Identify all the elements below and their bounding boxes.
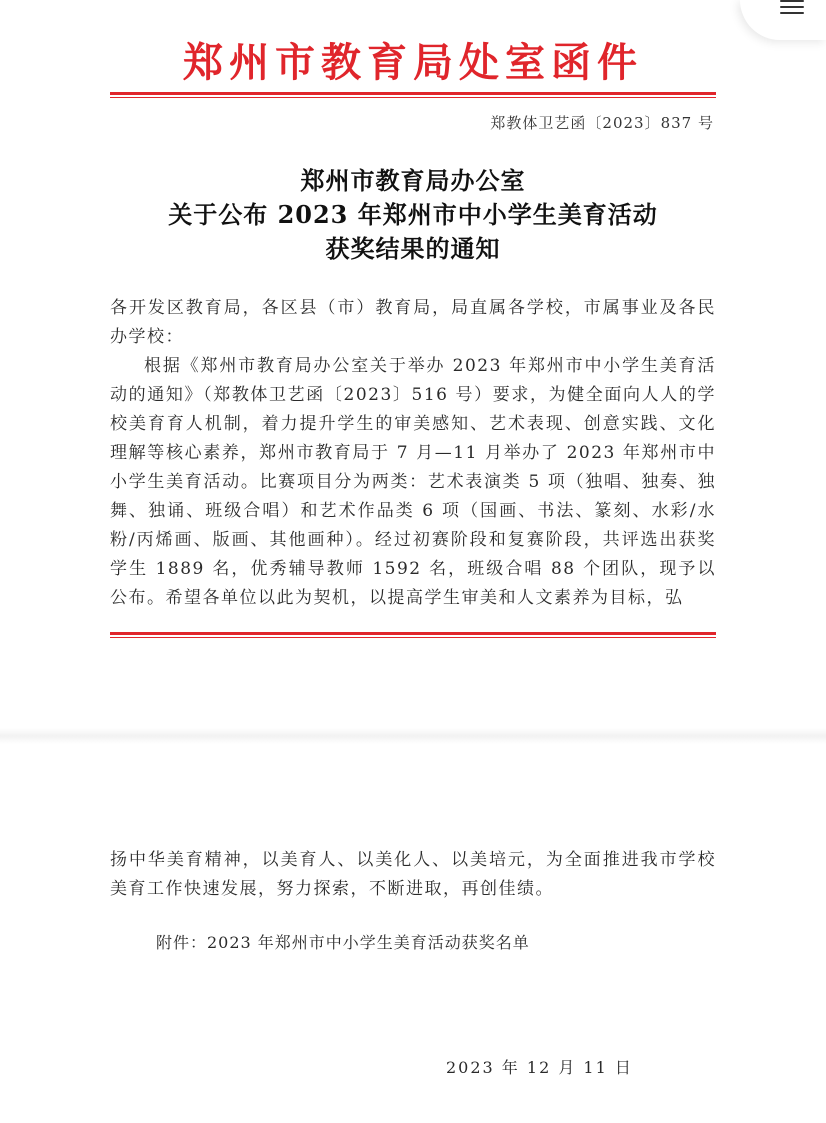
menu-button[interactable] [740,0,826,40]
letterhead-title: 郑州市教育局处室函件 [183,40,643,86]
document-date: 2023 年 12 月 11 日 [446,1058,633,1077]
title-line-1: 郑州市教育局办公室 [300,166,526,195]
page-separator [0,728,826,744]
body-page-1 [110,294,716,613]
attachment-line: 附件：2023 年郑州市中小学生美育活动获奖名单 [156,933,530,952]
body-page-2 [110,846,716,904]
document-title [110,164,716,266]
salutation: 各开发区教育局，各区县（市）教育局，局直属各学校，市属事业及各民办学校： [110,298,716,347]
main-paragraph: 根据《郑州市教育局办公室关于举办 2023 年郑州市中小学生美育活动的通知》（郑教体卫艺函〔2023〕516 号）要求，为健全面向人人的学校美育育人机制，着力提升学生的审美感知、艺术表现、创意实践、文化理解等核心素养，郑州市教育局于 7 月—11 月举办了 2023 年郑州市中小学生美育活动。比赛项目分为两类：艺术表演类 5 项（独唱、独奏、独舞、独诵、班级合唱）和艺术作品类 6 项（国画、书法、篆刻、水彩/水粉/丙烯画、版画、其他画种）。经过初赛阶段和复赛阶段，共评选出获奖学生 1889 名，优秀辅导教师 1592 名，班级合唱 88 个团队，现予以公布。希望各单位以此为契机，以提高学生审美和人文素养为目标，弘 [110,356,716,608]
page-bottom-red-rule [110,632,716,638]
hamburger-menu-icon[interactable] [780,0,804,14]
continued-paragraph: 扬中华美育精神，以美育人、以美化人、以美培元，为全面推进我市学校美育工作快速发展，努力探索，不断进取，再创佳绩。 [110,850,716,899]
title-line-2: 关于公布 2023 年郑州市中小学生美育活动 [168,200,658,229]
letterhead-red-rule [110,92,716,98]
title-line-3: 获奖结果的通知 [325,234,501,263]
document-number: 郑教体卫艺函〔2023〕837 号 [490,114,714,132]
